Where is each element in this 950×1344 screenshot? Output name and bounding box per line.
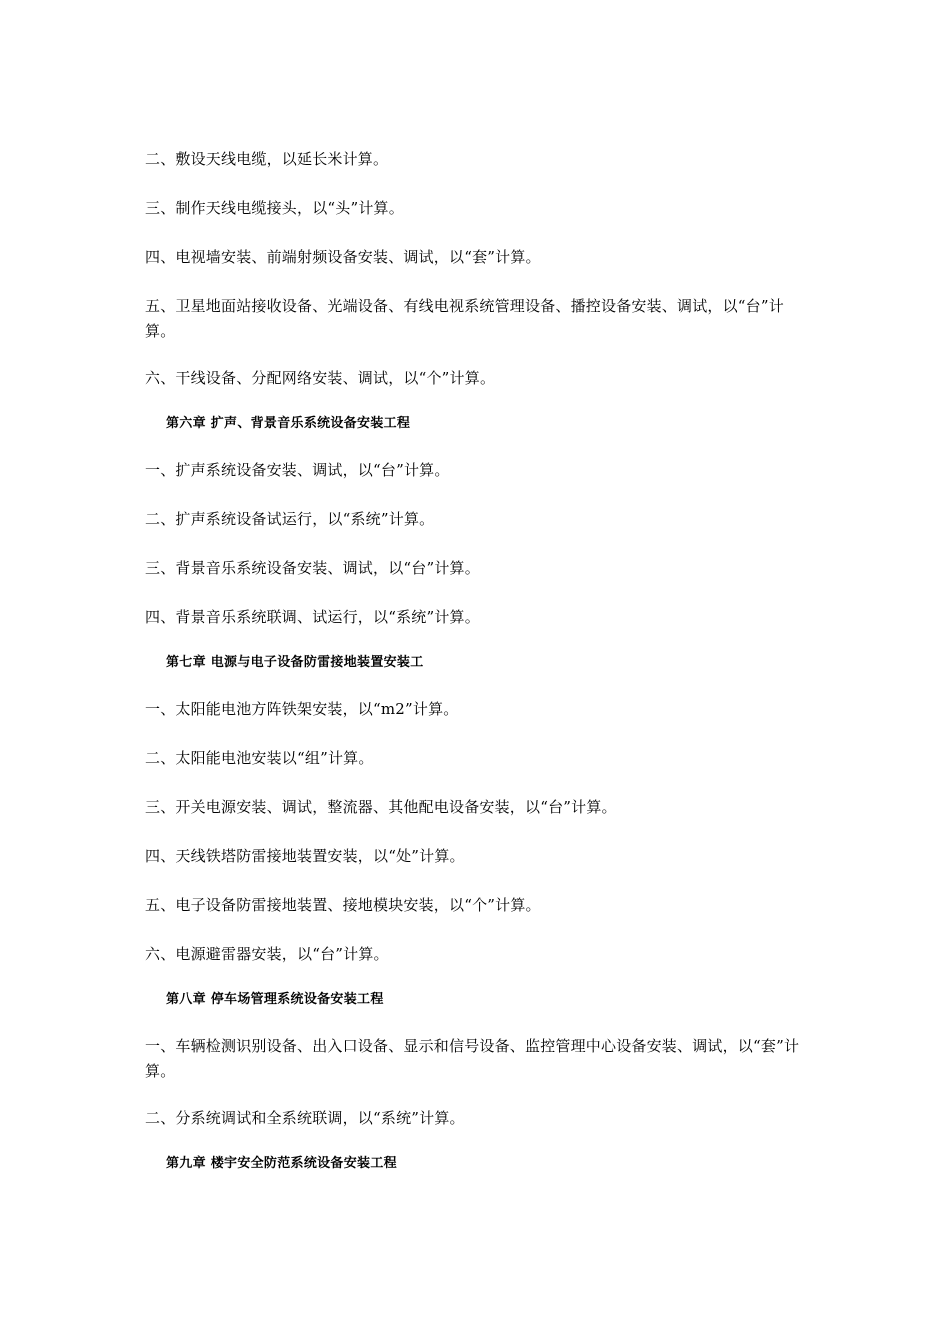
paragraph-item: 一、车辆检测识别设备、出入口设备、显示和信号设备、监控管理中心设备安装、调试，以“套”计算。 bbox=[145, 1037, 800, 1080]
paragraph-item: 二、扩声系统设备试运行，以“系统”计算。 bbox=[145, 510, 435, 528]
paragraph-item: 二、敷设天线电缆，以延长米计算。 bbox=[145, 150, 389, 168]
paragraph-item: 三、制作天线电缆接头，以“头”计算。 bbox=[145, 199, 404, 217]
paragraph-item: 一、太阳能电池方阵铁架安装，以“m2”计算。 bbox=[145, 700, 459, 718]
chapter-heading: 第七章 电源与电子设备防雷接地装置安装工 bbox=[166, 655, 424, 670]
paragraph-item: 四、背景音乐系统联调、试运行，以“系统”计算。 bbox=[145, 608, 480, 626]
paragraph-item: 三、开关电源安装、调试，整流器、其他配电设备安装，以“台”计算。 bbox=[145, 798, 617, 816]
paragraph-item: 一、扩声系统设备安装、调试，以“台”计算。 bbox=[145, 461, 450, 479]
paragraph-item: 二、分系统调试和全系统联调，以“系统”计算。 bbox=[145, 1109, 465, 1127]
paragraph-item: 五、卫星地面站接收设备、光端设备、有线电视系统管理设备、播控设备安装、调试，以“台”计算。 bbox=[145, 297, 784, 340]
paragraph-item: 六、电源避雷器安装，以“台”计算。 bbox=[145, 945, 389, 963]
document-body bbox=[145, 147, 810, 1198]
paragraph-item: 六、干线设备、分配网络安装、调试，以“个”计算。 bbox=[145, 369, 496, 387]
paragraph-item: 四、电视墙安装、前端射频设备安装、调试，以“套”计算。 bbox=[145, 248, 541, 266]
paragraph-item: 五、电子设备防雷接地装置、接地模块安装，以“个”计算。 bbox=[145, 896, 541, 914]
paragraph-item: 二、太阳能电池安装以“组”计算。 bbox=[145, 749, 374, 767]
chapter-heading: 第九章 楼宇安全防范系统设备安装工程 bbox=[166, 1156, 397, 1171]
chapter-heading: 第六章 扩声、背景音乐系统设备安装工程 bbox=[166, 416, 411, 431]
paragraph-item: 四、天线铁塔防雷接地装置安装，以“处”计算。 bbox=[145, 847, 465, 865]
paragraph-item: 三、背景音乐系统设备安装、调试，以“台”计算。 bbox=[145, 559, 480, 577]
chapter-heading: 第八章 停车场管理系统设备安装工程 bbox=[166, 992, 384, 1007]
